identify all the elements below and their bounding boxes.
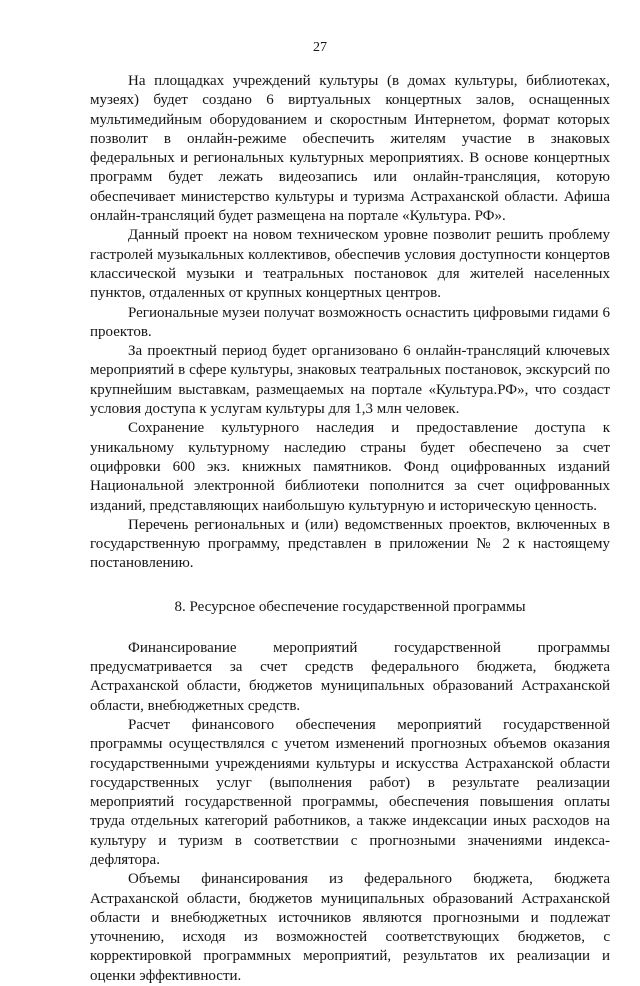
paragraph-museum-digital-guides: Региональные музеи получат возможность оснастить цифровыми гидами 6 проектов.: [90, 304, 610, 340]
paragraph-online-broadcasts: За проектный период будет организовано 6 онлайн-трансляций ключевых мероприятий в сфере культуры, знаковых театральных постановок, экскурсий по крупнейшим выставкам, размещаемых на портале «Культура.РФ», что создаст условия доступа к услугам культуры для 1,3 млн человек.: [90, 343, 610, 418]
paragraph-cultural-heritage: Сохранение культурного наследия и предоставление доступа к уникальному культурному наследию страны будет обеспечено за счет оцифровки 600 экз. книжных памятников. Фонд оцифрованных изданий Национальной электронной библиотеки пополнится за счет оцифрованных изданий, представляющих наибольшую культурную и историческую ценность.: [90, 420, 610, 514]
paragraph-project-touring: Данный проект на новом техническом уровне позволит решить проблему гастролей музыкальных коллективов, обеспечив условия доступности концертов классической музыки и театральных постановок для жителей населенных пунктов, отдаленных от крупных концертных центров.: [90, 227, 610, 302]
page-number: 27: [313, 40, 327, 55]
paragraph-virtual-concert-halls: На площадках учреждений культуры (в домах культуры, библиотеках, музеях) будет создано 6 виртуальных концертных залов, оснащенных мультимедийным оборудованием и скоростным Интернетом, формат которых позволит в онлайн-режиме обеспечить жителям участие в знаковых федеральных и региональных культурных мероприятиях. В основе концертных программ будет лежать видеозапись или онлайн-трансляция, которую обеспечивает министерство культуры и туризма Астраханской области. Афиша онлайн-трансляций будет размещена на портале «Культура. РФ».: [90, 73, 610, 225]
section-heading: 8. Ресурсное обеспечение государственной программы: [174, 598, 526, 615]
paragraph-financing-volumes: Объемы финансирования из федерального бюджета, бюджета Астраханской области, бюджетов муниципальных образований Астраханской области и внебюджетных источников являются прогнозными и подлежат уточнению, исходя из возможностей соответствующих бюджетов, с корректировкой программных мероприятий, результатов их реализации и оценки эффективности.: [90, 871, 610, 984]
paragraph-financing-sources: Финансирование мероприятий государственной программы предусматривается за счет средств федерального бюджета, бюджета Астраханской области, бюджетов муниципальных образований Астраханской области, внебюджетных средств.: [90, 639, 610, 714]
document-body: [90, 72, 610, 986]
paragraph-projects-list: Перечень региональных и (или) ведомственных проектов, включенных в государственную программу, представлен в приложении № 2 к настоящему постановлению.: [90, 516, 610, 572]
paragraph-financing-calculation: Расчет финансового обеспечения мероприятий государственной программы осуществлялся с учетом изменений прогнозных объемов оказания государственными учреждениями культуры и искусства Астраханской области государственных услуг (выполнения работ) в результате реализации мероприятий государственной программы, обеспечения повышения оплаты труда отдельных категорий работников, а также индексации иных расходов на культуру и туризм в соответствии с прогнозными значениями индекса-дефлятора.: [90, 716, 610, 868]
